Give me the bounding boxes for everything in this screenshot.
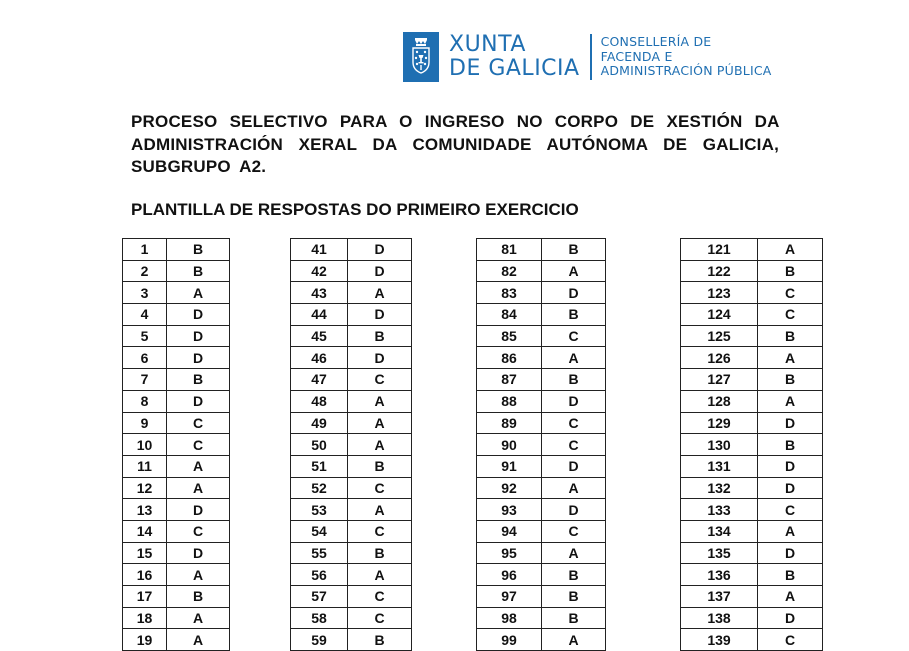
department-line-1: CONSELLERÍA DE xyxy=(600,34,712,50)
table-row xyxy=(477,260,606,282)
table-row xyxy=(477,607,606,629)
table-row xyxy=(291,629,412,651)
answer-letter: D xyxy=(167,325,230,347)
table-row xyxy=(477,542,606,564)
answer-letter: A xyxy=(348,390,412,412)
table-row xyxy=(123,477,230,499)
table-row xyxy=(477,586,606,608)
table-row xyxy=(477,304,606,326)
question-number: 15 xyxy=(123,542,167,564)
answer-letter: C xyxy=(542,325,606,347)
table-row xyxy=(123,586,230,608)
answer-letter: B xyxy=(348,325,412,347)
department-line-3: ADMINISTRACIÓN PÚBLICA xyxy=(600,63,772,79)
table-row xyxy=(477,282,606,304)
table-row xyxy=(477,325,606,347)
question-number: 98 xyxy=(477,607,542,629)
answer-letter: A xyxy=(348,412,412,434)
table-row xyxy=(477,477,606,499)
xunta-logo xyxy=(403,32,772,82)
table-row xyxy=(291,412,412,434)
table-row xyxy=(681,239,823,261)
answer-letter: D xyxy=(758,455,823,477)
question-number: 44 xyxy=(291,304,348,326)
table-row xyxy=(291,304,412,326)
question-number: 123 xyxy=(681,282,758,304)
question-number: 92 xyxy=(477,477,542,499)
answer-letter: A xyxy=(167,455,230,477)
answer-letter: D xyxy=(167,542,230,564)
table-row xyxy=(123,304,230,326)
answer-letter: B xyxy=(542,564,606,586)
table-row xyxy=(123,564,230,586)
question-number: 48 xyxy=(291,390,348,412)
answer-letter: B xyxy=(542,607,606,629)
answer-letter: A xyxy=(542,347,606,369)
table-row xyxy=(291,390,412,412)
document-title xyxy=(131,111,779,179)
answer-letter: C xyxy=(167,412,230,434)
department-line-2: FACENDA E xyxy=(600,48,673,64)
table-row xyxy=(123,629,230,651)
table-row xyxy=(681,629,823,651)
question-number: 46 xyxy=(291,347,348,369)
answer-letter: A xyxy=(348,282,412,304)
question-number: 12 xyxy=(123,477,167,499)
answer-letter: A xyxy=(348,434,412,456)
question-number: 89 xyxy=(477,412,542,434)
table-row xyxy=(477,347,606,369)
answer-letter: B xyxy=(348,629,412,651)
answer-letter: A xyxy=(167,282,230,304)
table-row xyxy=(291,564,412,586)
answer-letter: B xyxy=(758,434,823,456)
question-number: 4 xyxy=(123,304,167,326)
question-number: 16 xyxy=(123,564,167,586)
answer-table-1 xyxy=(122,238,230,651)
question-number: 13 xyxy=(123,499,167,521)
answer-letter: A xyxy=(542,477,606,499)
table-row xyxy=(291,542,412,564)
table-row xyxy=(291,477,412,499)
table-row xyxy=(477,434,606,456)
table-row xyxy=(681,369,823,391)
table-row xyxy=(123,282,230,304)
question-number: 130 xyxy=(681,434,758,456)
galicia-shield-icon xyxy=(403,32,439,82)
answer-table-3 xyxy=(476,238,606,651)
question-number: 87 xyxy=(477,369,542,391)
question-number: 9 xyxy=(123,412,167,434)
question-number: 1 xyxy=(123,239,167,261)
table-row xyxy=(123,325,230,347)
table-row xyxy=(681,499,823,521)
table-row xyxy=(291,586,412,608)
table-row xyxy=(123,520,230,542)
answer-letter: B xyxy=(167,586,230,608)
question-number: 136 xyxy=(681,564,758,586)
answer-letter: B xyxy=(542,586,606,608)
question-number: 42 xyxy=(291,260,348,282)
answer-letter: C xyxy=(167,520,230,542)
question-number: 91 xyxy=(477,455,542,477)
answer-letter: D xyxy=(348,347,412,369)
table-row xyxy=(123,455,230,477)
question-number: 122 xyxy=(681,260,758,282)
table-row xyxy=(477,239,606,261)
question-number: 11 xyxy=(123,455,167,477)
answer-letter: C xyxy=(348,607,412,629)
answer-letter: B xyxy=(758,564,823,586)
question-number: 7 xyxy=(123,369,167,391)
answer-sheet-heading: PLANTILLA DE RESPOSTAS DO PRIMEIRO EXERCICIO xyxy=(131,200,579,219)
answer-letter: D xyxy=(542,499,606,521)
table-row xyxy=(681,586,823,608)
table-row xyxy=(477,564,606,586)
question-number: 121 xyxy=(681,239,758,261)
answer-letter: D xyxy=(167,304,230,326)
answer-letter: B xyxy=(348,542,412,564)
question-number: 54 xyxy=(291,520,348,542)
question-number: 50 xyxy=(291,434,348,456)
question-number: 41 xyxy=(291,239,348,261)
table-row xyxy=(681,325,823,347)
table-row xyxy=(123,412,230,434)
question-number: 131 xyxy=(681,455,758,477)
answer-letter: A xyxy=(758,347,823,369)
answer-letter: B xyxy=(167,369,230,391)
answer-letter: A xyxy=(348,564,412,586)
answer-letter: C xyxy=(167,434,230,456)
table-row xyxy=(681,542,823,564)
table-row xyxy=(291,260,412,282)
question-number: 88 xyxy=(477,390,542,412)
question-number: 84 xyxy=(477,304,542,326)
question-number: 56 xyxy=(291,564,348,586)
logo-line-1: XUNTA xyxy=(449,32,526,57)
answer-letter: A xyxy=(348,499,412,521)
table-row xyxy=(477,629,606,651)
question-number: 81 xyxy=(477,239,542,261)
table-row xyxy=(477,499,606,521)
answer-letter: A xyxy=(542,629,606,651)
answer-letter: D xyxy=(758,607,823,629)
question-number: 59 xyxy=(291,629,348,651)
question-number: 53 xyxy=(291,499,348,521)
table-row xyxy=(291,434,412,456)
answer-letter: D xyxy=(758,412,823,434)
table-row xyxy=(123,390,230,412)
question-number: 133 xyxy=(681,499,758,521)
question-number: 8 xyxy=(123,390,167,412)
answer-letter: A xyxy=(758,239,823,261)
answer-letter: D xyxy=(167,347,230,369)
table-row xyxy=(123,607,230,629)
table-row xyxy=(291,239,412,261)
answer-letter: C xyxy=(758,499,823,521)
table-row xyxy=(123,239,230,261)
table-row xyxy=(681,520,823,542)
title-line-3: SUBGRUPO A2. xyxy=(131,157,267,176)
title-line-2: ADMINISTRACIÓN XERAL DA COMUNIDADE AUTÓNOMA DE GALICIA, xyxy=(131,134,779,154)
table-row xyxy=(477,412,606,434)
question-number: 3 xyxy=(123,282,167,304)
table-row xyxy=(477,520,606,542)
question-number: 124 xyxy=(681,304,758,326)
answer-letter: B xyxy=(348,455,412,477)
answer-letter: D xyxy=(758,542,823,564)
table-row xyxy=(681,390,823,412)
question-number: 95 xyxy=(477,542,542,564)
question-number: 49 xyxy=(291,412,348,434)
answer-letter: A xyxy=(167,629,230,651)
table-row xyxy=(291,499,412,521)
answer-letter: B xyxy=(542,369,606,391)
table-row xyxy=(291,455,412,477)
answer-letter: B xyxy=(167,260,230,282)
answer-letter: D xyxy=(167,390,230,412)
question-number: 82 xyxy=(477,260,542,282)
question-number: 2 xyxy=(123,260,167,282)
answer-letter: C xyxy=(542,520,606,542)
question-number: 43 xyxy=(291,282,348,304)
answer-letter: B xyxy=(758,260,823,282)
answer-letter: C xyxy=(348,477,412,499)
answer-letter: C xyxy=(348,369,412,391)
answer-letter: C xyxy=(348,520,412,542)
answer-letter: C xyxy=(758,629,823,651)
answer-letter: B xyxy=(542,239,606,261)
answer-letter: D xyxy=(348,260,412,282)
question-number: 5 xyxy=(123,325,167,347)
question-number: 94 xyxy=(477,520,542,542)
logo-divider xyxy=(590,34,592,80)
title-line-1: PROCESO SELECTIVO PARA O INGRESO NO CORPO DE XESTIÓN DA xyxy=(131,112,779,131)
answer-letter: C xyxy=(542,434,606,456)
answer-letter: A xyxy=(167,477,230,499)
table-row xyxy=(291,282,412,304)
question-number: 45 xyxy=(291,325,348,347)
table-row xyxy=(681,347,823,369)
answer-letter: A xyxy=(167,607,230,629)
answer-letter: D xyxy=(542,390,606,412)
question-number: 14 xyxy=(123,520,167,542)
answer-letter: D xyxy=(167,499,230,521)
question-number: 125 xyxy=(681,325,758,347)
answer-letter: A xyxy=(758,520,823,542)
table-row xyxy=(123,260,230,282)
logo-line-2: DE GALICIA xyxy=(449,56,580,81)
question-number: 135 xyxy=(681,542,758,564)
question-number: 57 xyxy=(291,586,348,608)
table-row xyxy=(477,369,606,391)
table-row xyxy=(123,369,230,391)
table-row xyxy=(123,434,230,456)
answer-letter: D xyxy=(348,239,412,261)
table-row xyxy=(681,477,823,499)
answer-letter: C xyxy=(348,586,412,608)
question-number: 19 xyxy=(123,629,167,651)
question-number: 96 xyxy=(477,564,542,586)
answer-letter: B xyxy=(758,369,823,391)
table-row xyxy=(291,607,412,629)
answer-letter: D xyxy=(758,477,823,499)
answer-letter: C xyxy=(758,304,823,326)
question-number: 52 xyxy=(291,477,348,499)
question-number: 47 xyxy=(291,369,348,391)
table-row xyxy=(291,369,412,391)
table-row xyxy=(681,304,823,326)
answer-letter: D xyxy=(542,455,606,477)
question-number: 129 xyxy=(681,412,758,434)
department-name xyxy=(601,35,772,79)
table-row xyxy=(477,390,606,412)
table-row xyxy=(291,325,412,347)
table-row xyxy=(681,412,823,434)
answer-letter: A xyxy=(542,260,606,282)
table-row xyxy=(291,347,412,369)
answer-table-4 xyxy=(680,238,823,651)
question-number: 139 xyxy=(681,629,758,651)
question-number: 10 xyxy=(123,434,167,456)
answer-letter: C xyxy=(758,282,823,304)
table-row xyxy=(681,455,823,477)
question-number: 126 xyxy=(681,347,758,369)
answer-letter: C xyxy=(542,412,606,434)
question-number: 132 xyxy=(681,477,758,499)
question-number: 134 xyxy=(681,520,758,542)
question-number: 138 xyxy=(681,607,758,629)
question-number: 83 xyxy=(477,282,542,304)
answer-letter: A xyxy=(758,586,823,608)
answer-letter: B xyxy=(167,239,230,261)
question-number: 55 xyxy=(291,542,348,564)
answer-table-2 xyxy=(290,238,412,651)
question-number: 93 xyxy=(477,499,542,521)
question-number: 85 xyxy=(477,325,542,347)
answer-letter: A xyxy=(167,564,230,586)
table-row xyxy=(681,282,823,304)
table-row xyxy=(681,434,823,456)
question-number: 6 xyxy=(123,347,167,369)
answer-letter: A xyxy=(758,390,823,412)
table-row xyxy=(291,520,412,542)
question-number: 97 xyxy=(477,586,542,608)
question-number: 137 xyxy=(681,586,758,608)
table-row xyxy=(681,260,823,282)
answer-letter: D xyxy=(542,282,606,304)
logo-wordmark xyxy=(449,33,580,81)
question-number: 128 xyxy=(681,390,758,412)
table-row xyxy=(123,499,230,521)
question-number: 127 xyxy=(681,369,758,391)
table-row xyxy=(123,542,230,564)
question-number: 90 xyxy=(477,434,542,456)
table-row xyxy=(681,607,823,629)
table-row xyxy=(681,564,823,586)
question-number: 58 xyxy=(291,607,348,629)
question-number: 86 xyxy=(477,347,542,369)
question-number: 51 xyxy=(291,455,348,477)
table-row xyxy=(477,455,606,477)
answer-letter: B xyxy=(758,325,823,347)
answer-letter: D xyxy=(348,304,412,326)
answer-letter: A xyxy=(542,542,606,564)
question-number: 18 xyxy=(123,607,167,629)
answer-letter: B xyxy=(542,304,606,326)
table-row xyxy=(123,347,230,369)
question-number: 99 xyxy=(477,629,542,651)
question-number: 17 xyxy=(123,586,167,608)
